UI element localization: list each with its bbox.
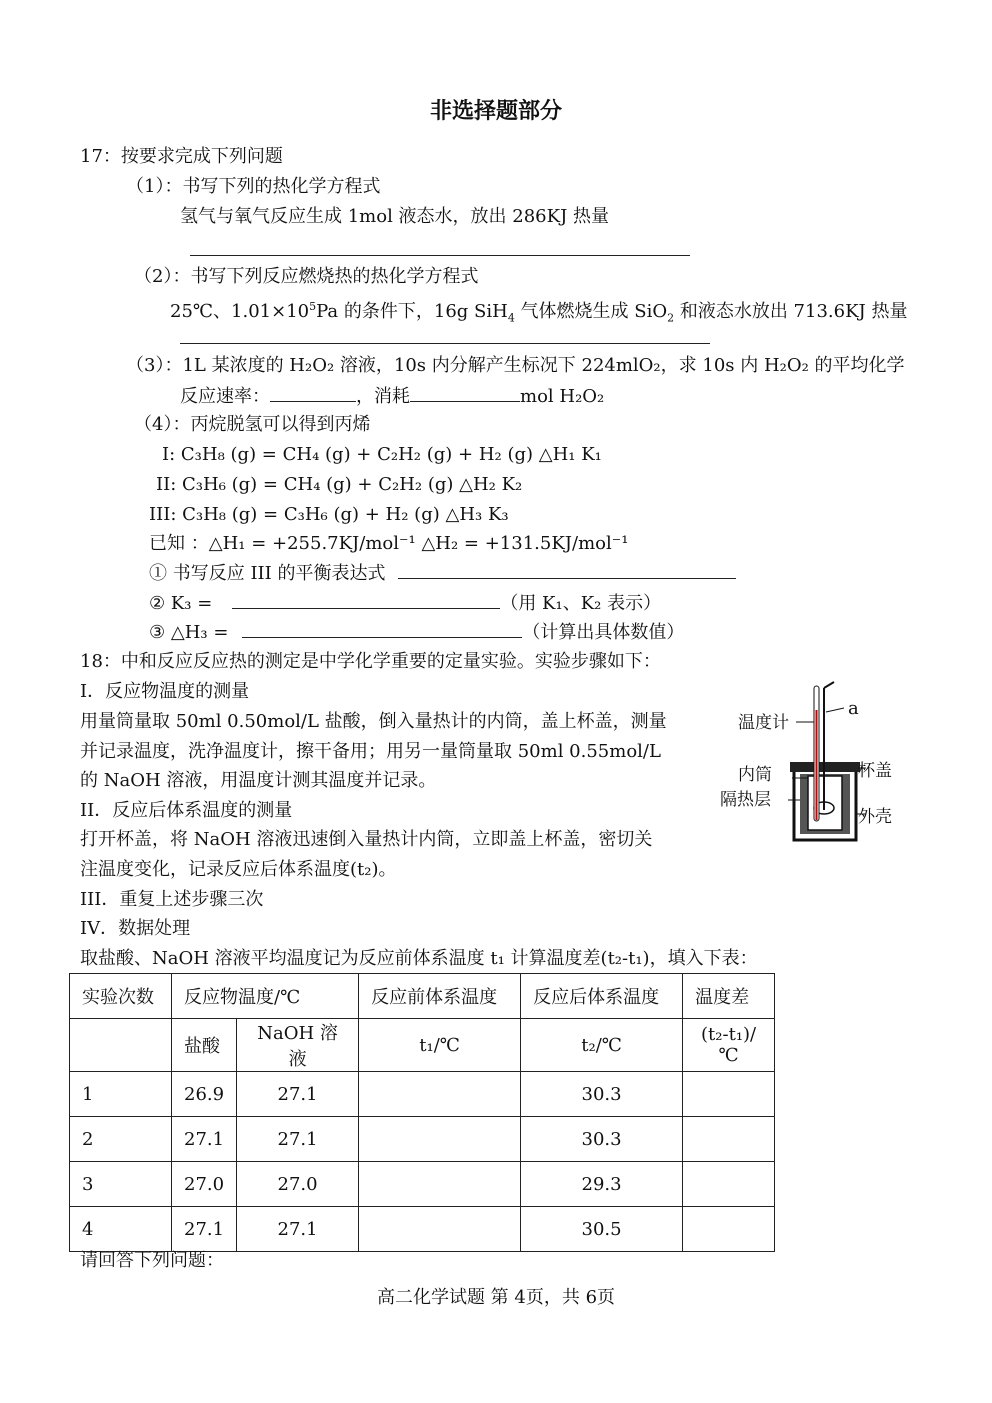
q17-part1-text: 氢气与氧气反应生成 1mol 液态水，放出 286KJ 热量 <box>180 206 610 227</box>
header-cell: t₂/℃ <box>521 1019 683 1072</box>
header-cell: 反应物温度/℃ <box>172 974 359 1019</box>
label-lid: 杯盖 <box>858 761 892 781</box>
sub-question-2: ② K₃ = （用 K₁、K₂ 表示） <box>149 593 662 614</box>
header-cell: (t₂-t₁)/℃ <box>683 1019 775 1072</box>
table-row <box>70 1072 775 1117</box>
q18-step1: I．反应物温度的测量 <box>80 681 250 702</box>
q18-step1-text3: 的 NaOH 溶液，用温度计测其温度并记录。 <box>80 770 437 791</box>
header-cell: 反应后体系温度 <box>521 974 683 1019</box>
q18-step1-text2: 并记录温度，洗净温度计，擦干备用；用另一量筒量取 50ml 0.55mol/L <box>80 741 661 762</box>
label-shell: 外壳 <box>858 807 892 827</box>
table-cell: 27.1 <box>172 1117 237 1162</box>
answer-line-1[interactable] <box>190 255 690 256</box>
answer-line-2[interactable] <box>180 343 710 344</box>
table-cell[interactable] <box>359 1072 521 1117</box>
header-cell: NaOH 溶液 <box>237 1019 359 1072</box>
table-cell: 27.1 <box>237 1117 359 1162</box>
table-cell[interactable] <box>683 1162 775 1207</box>
q17-part3-line2: 反应速率： ，消耗 mol H₂O₂ <box>180 386 605 407</box>
table-cell: 27.0 <box>172 1162 237 1207</box>
q17-heading: 17：按要求完成下列问题 <box>80 146 283 167</box>
table-cell: 4 <box>70 1207 172 1252</box>
reaction-1: I: C₃H₈ (g) = CH₄ (g) + C₂H₂ (g) + H₂ (g) △H₁ K₁ <box>162 444 602 465</box>
table-row <box>70 1117 775 1162</box>
table-cell[interactable] <box>359 1117 521 1162</box>
q18-step1-text1: 用量筒量取 50ml 0.50mol/L 盐酸，倒入量热计的内筒，盖上杯盖，测量 <box>80 711 667 732</box>
header-cell: 盐酸 <box>172 1019 237 1072</box>
q18-step2: II．反应后体系温度的测量 <box>80 800 293 821</box>
page-title: 非选择题部分 <box>429 98 562 124</box>
table-cell: 30.3 <box>521 1072 683 1117</box>
temperature-table <box>69 973 775 1252</box>
page-footer: 高二化学试题 第 4页，共 6页 <box>376 1287 616 1308</box>
rate-blank[interactable] <box>270 385 356 402</box>
table-cell: 29.3 <box>521 1162 683 1207</box>
table-cell[interactable] <box>359 1207 521 1252</box>
header-cell: t₁/℃ <box>359 1019 521 1072</box>
q18-step4-text: 取盐酸、NaOH 溶液平均温度记为反应前体系温度 t₁ 计算温度差(t₂-t₁)，填入下表： <box>80 948 758 969</box>
reaction-2: II: C₃H₆ (g) = CH₄ (g) + C₂H₂ (g) △H₂ K₂ <box>156 474 523 495</box>
header-cell <box>70 1019 172 1072</box>
sub-question-1: ① 书写反应 III 的平衡表达式 <box>149 562 736 585</box>
table-header-row <box>70 974 775 1019</box>
reaction-3: III: C₃H₈ (g) = C₃H₆ (g) + H₂ (g) △H₃ K₃ <box>149 504 509 525</box>
table-cell: 2 <box>70 1117 172 1162</box>
known-values: 已知 ：△H₁ = +255.7KJ/mol⁻¹ △H₂ = +131.5KJ/mol⁻¹ <box>149 533 629 554</box>
table-cell: 26.9 <box>172 1072 237 1117</box>
table-cell: 27.1 <box>237 1072 359 1117</box>
header-cell: 温度差 <box>683 974 775 1019</box>
table-cell: 3 <box>70 1162 172 1207</box>
q18-heading: 18：中和反应反应热的测定是中学化学重要的定量实验。实验步骤如下： <box>80 651 661 672</box>
dh3-blank[interactable] <box>242 621 522 638</box>
consumed-blank[interactable] <box>410 385 520 402</box>
q18-step4: IV．数据处理 <box>80 918 191 939</box>
table-cell: 27.1 <box>172 1207 237 1252</box>
label-a: a <box>848 698 859 719</box>
equilibrium-blank[interactable] <box>398 562 736 579</box>
q18-step3: III．重复上述步骤三次 <box>80 889 264 910</box>
table-cell: 27.0 <box>237 1162 359 1207</box>
q17-part1-heading: （1）：书写下列的热化学方程式 <box>126 176 381 197</box>
q17-part3-line1: （3）：1L 某浓度的 H₂O₂ 溶液，10s 内分解产生标况下 224mlO₂，求 10s 内 H₂O₂ 的平均化学 <box>126 355 905 376</box>
label-insulation: 隔热层 <box>720 790 771 810</box>
q18-step2-text2: 注温度变化，记录反应后体系温度(t₂)。 <box>80 859 397 880</box>
k3-blank[interactable] <box>232 592 500 609</box>
table-cell[interactable] <box>683 1117 775 1162</box>
q17-part2-text: 25℃、$1.01\times 10^5Pa$ 的条件下，16g SiH$_4$ 气体燃烧生成 SiO$_2$ 和液态水放出 713.6KJ 热量 <box>170 300 908 325</box>
header-cell: 反应前体系温度 <box>359 974 521 1019</box>
table-cell[interactable] <box>683 1207 775 1252</box>
q18-followup: 请回答下列问题： <box>80 1250 224 1271</box>
label-thermometer: 温度计 <box>738 713 789 733</box>
table-row <box>70 1207 775 1252</box>
table-cell: 30.5 <box>521 1207 683 1252</box>
q17-part2-heading: （2）：书写下列反应燃烧热的热化学方程式 <box>134 266 479 287</box>
table-cell[interactable] <box>359 1162 521 1207</box>
table-row <box>70 1162 775 1207</box>
table-cell: 27.1 <box>237 1207 359 1252</box>
table-cell: 1 <box>70 1072 172 1117</box>
q17-part4-heading: （4）：丙烷脱氢可以得到丙烯 <box>134 414 371 435</box>
table-cell[interactable] <box>683 1072 775 1117</box>
table-subheader-row <box>70 1019 775 1072</box>
label-inner-cup: 内筒 <box>738 765 772 785</box>
q18-step2-text1: 打开杯盖，将 NaOH 溶液迅速倒入量热计内筒，立即盖上杯盖，密切关 <box>80 829 653 850</box>
table-cell: 30.3 <box>521 1117 683 1162</box>
sub-question-3: ③ △H₃ = （计算出具体数值） <box>149 622 685 643</box>
header-cell: 实验次数 <box>70 974 172 1019</box>
